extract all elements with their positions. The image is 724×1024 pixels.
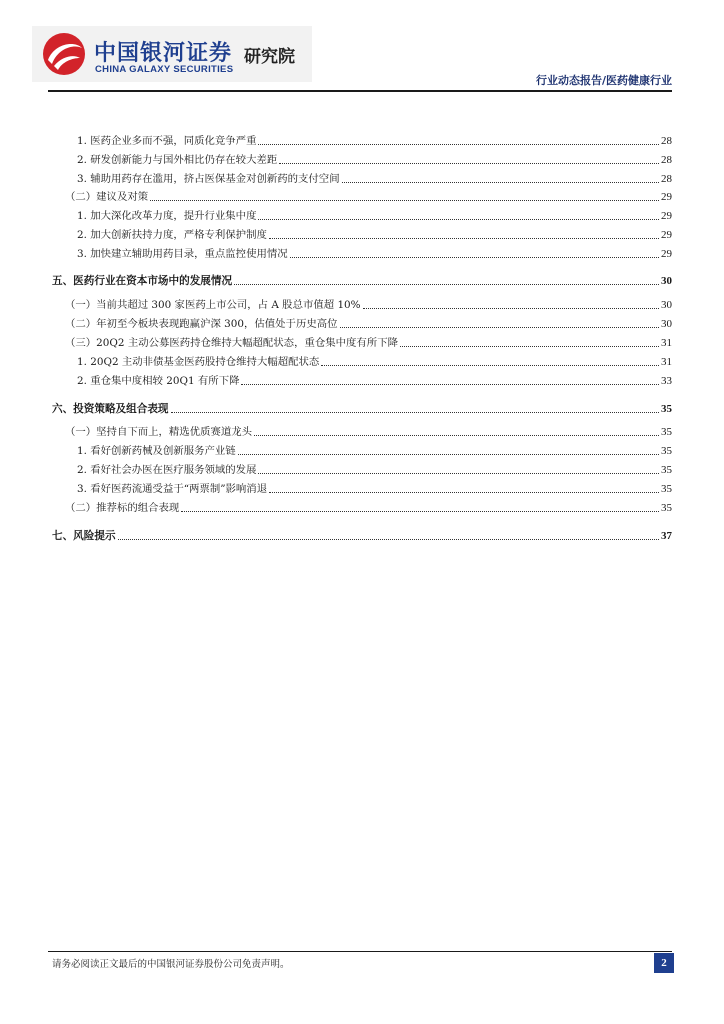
toc-entry[interactable] (52, 482, 672, 496)
toc-entry-page: 28 (661, 135, 672, 147)
toc-entry-title: （一）坚持自下而上，精选优质赛道龙头 (65, 426, 253, 438)
toc-entry[interactable] (52, 172, 672, 186)
toc-entry[interactable] (52, 209, 672, 223)
page-header (0, 0, 724, 92)
toc-entry-page: 35 (661, 445, 672, 457)
toc-entry-page: 35 (661, 464, 672, 476)
toc-entry[interactable] (52, 355, 672, 369)
toc-leader-dots (269, 238, 659, 239)
toc-entry-page: 31 (661, 337, 672, 349)
toc-entry-title: 3. 辅助用药存在滥用，挤占医保基金对创新药的支付空间 (77, 173, 340, 185)
toc-entry-page: 31 (661, 356, 672, 368)
logo-chinese-name: 中国银河证券 (94, 41, 233, 66)
toc-entry[interactable] (52, 336, 672, 350)
toc-entry-page: 35 (661, 426, 672, 438)
toc-entry-title: （二）推荐标的组合表现 (65, 502, 180, 514)
toc-entry-title: （三）20Q2 主动公募医药持仓维持大幅超配状态，重仓集中度有所下降 (65, 337, 398, 349)
toc-leader-dots (171, 412, 659, 413)
toc-leader-dots (269, 492, 659, 493)
toc-entry-title: 1. 加大深化改革力度，提升行业集中度 (77, 210, 257, 222)
toc-entry-page: 33 (661, 375, 672, 387)
toc-leader-dots (254, 435, 659, 436)
toc-entry-page: 29 (661, 210, 672, 222)
toc-entry[interactable] (52, 274, 672, 288)
toc-entry-title: 2. 重仓集中度相较 20Q1 有所下降 (77, 375, 240, 387)
toc-entry-title: 2. 加大创新扶持力度，严格专利保护制度 (77, 229, 267, 241)
toc-entry-title: （二）年初至今板块表现跑赢沪深 300，估值处于历史高位 (65, 318, 338, 330)
logo-english-name: CHINA GALAXY SECURITIES (95, 64, 234, 75)
toc-leader-dots (340, 327, 659, 328)
toc-entry[interactable] (52, 501, 672, 515)
toc-entry[interactable] (52, 374, 672, 388)
toc-leader-dots (241, 384, 659, 385)
footer-divider (48, 951, 672, 952)
header-divider (48, 90, 672, 92)
toc-entry-page: 35 (661, 483, 672, 495)
toc-entry-page: 29 (661, 248, 672, 260)
toc-entry[interactable] (52, 463, 672, 477)
toc-entry-title: 2. 看好社会办医在医疗服务领域的发展 (77, 464, 257, 476)
toc-entry[interactable] (52, 444, 672, 458)
footer-disclaimer: 请务必阅读正文最后的中国银河证券股份公司免责声明。 (52, 959, 290, 970)
toc-entry-title: 五、医药行业在资本市场中的发展情况 (52, 275, 233, 287)
toc-entry-page: 30 (661, 299, 672, 311)
toc-entry[interactable] (52, 317, 672, 331)
toc-entry[interactable] (52, 425, 672, 439)
toc-entry-title: 3. 看好医药流通受益于“两票制”影响消退 (77, 483, 268, 495)
toc-entry[interactable] (52, 190, 672, 204)
report-type: 行业动态报告/医药健康行业 (535, 74, 672, 87)
page-number: 2 (654, 953, 674, 973)
toc-entry-title: 七、风险提示 (52, 530, 116, 542)
toc-entry-title: 1. 看好创新药械及创新服务产业链 (77, 445, 236, 457)
toc-leader-dots (321, 365, 659, 366)
toc-entry[interactable] (52, 228, 672, 242)
toc-entry-page: 28 (661, 154, 672, 166)
toc-leader-dots (279, 163, 659, 164)
toc-entry[interactable] (52, 153, 672, 167)
toc-entry-page: 30 (661, 275, 672, 287)
toc-entry-page: 29 (661, 229, 672, 241)
toc-leader-dots (181, 511, 659, 512)
toc-entry-page: 30 (661, 318, 672, 330)
toc-entry-title: 1. 医药企业多而不强，同质化竞争严重 (77, 135, 257, 147)
toc-entry-title: 六、投资策略及组合表现 (52, 403, 169, 415)
toc-leader-dots (258, 144, 659, 145)
toc-entry-page: 37 (661, 530, 672, 542)
toc-leader-dots (290, 257, 659, 258)
logo-institute: 研究院 (244, 47, 295, 67)
toc-entry-title: 3. 加快建立辅助用药目录，重点监控使用情况 (77, 248, 288, 260)
toc-entry-page: 29 (661, 191, 672, 203)
company-logo (32, 26, 312, 82)
toc-entry-page: 35 (661, 403, 672, 415)
toc-entry-page: 28 (661, 173, 672, 185)
toc-entry[interactable] (52, 402, 672, 416)
toc-entry-page: 35 (661, 502, 672, 514)
toc-leader-dots (258, 473, 659, 474)
toc-leader-dots (118, 539, 659, 540)
toc-entry-title: （二）建议及对策 (65, 191, 149, 203)
toc-entry[interactable] (52, 529, 672, 543)
toc-entry[interactable] (52, 298, 672, 312)
toc-leader-dots (234, 284, 659, 285)
toc-entry[interactable] (52, 247, 672, 261)
toc-entry-title: 1. 20Q2 主动非债基金医药股持仓维持大幅超配状态 (77, 356, 320, 368)
toc-entry-title: 2. 研发创新能力与国外相比仍存在较大差距 (77, 154, 278, 166)
toc-entry[interactable] (52, 134, 672, 148)
toc-leader-dots (400, 346, 659, 347)
toc-leader-dots (150, 200, 659, 201)
toc-leader-dots (363, 308, 659, 309)
galaxy-logo-icon (40, 30, 88, 78)
toc-leader-dots (238, 454, 659, 455)
toc-leader-dots (342, 182, 659, 183)
toc-entry-title: （一）当前共超过 300 家医药上市公司，占 A 股总市值超 10% (65, 299, 361, 311)
toc-leader-dots (258, 219, 659, 220)
